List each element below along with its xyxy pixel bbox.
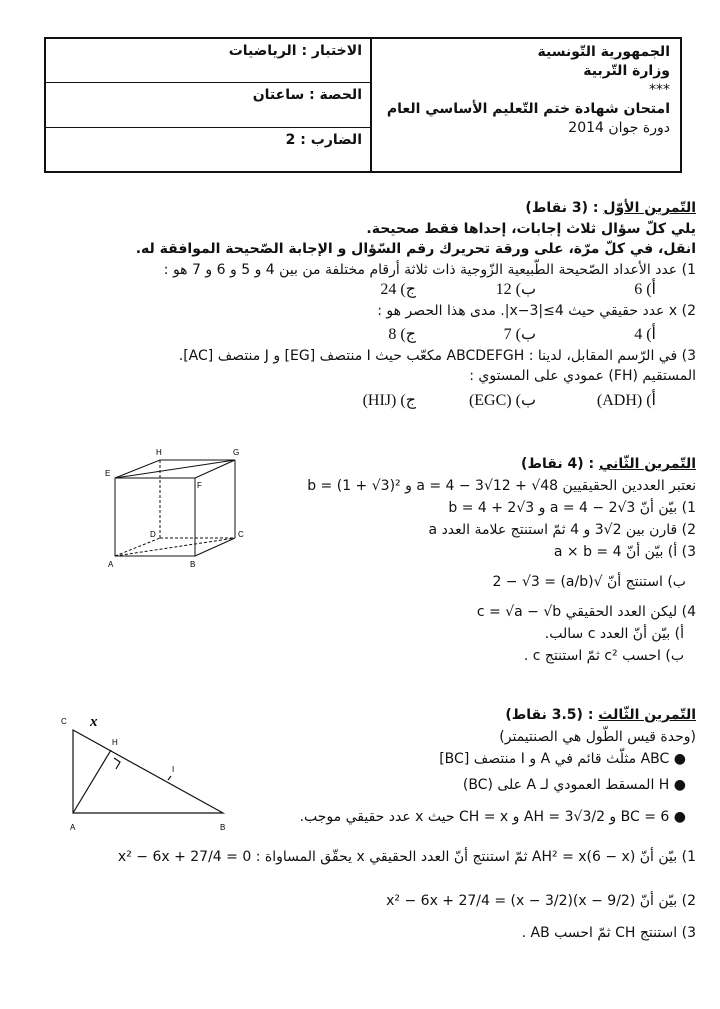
institution	[372, 39, 680, 171]
bullet: ● H المسقط العمودي لـ A على (BC)	[462, 777, 686, 793]
ex3-bullet-3: BC = 6 و AH = 3√3/2 و CH = x حيث x عدد حقيقي موجب.	[299, 809, 670, 825]
label-I: I	[172, 765, 175, 774]
choice: ج) 24	[380, 281, 416, 298]
ex2-q3b: ب) استنتج أنّ √(a/b) = 2 − √3	[492, 574, 686, 590]
ex2-q1: 1) بيّن أنّ a = 4 − 2√3 و b = 4 + 2√3	[448, 500, 696, 516]
ex2-q3a: 3) أ) بيّن أنّ a × b = 4	[553, 544, 696, 560]
ex1-points: : (3 نقاط)	[525, 200, 599, 216]
ex1-q3-choices	[16, 391, 696, 412]
ex3-bullet-1: ABC مثلّث قائم في A و I منتصف [BC]	[439, 751, 670, 767]
subject: الاختبار : الرياضيات	[46, 39, 370, 83]
exam-header	[44, 37, 682, 173]
duration: الحصة : ساعتان	[46, 83, 370, 127]
ex1-title: التّمرين الأوّل	[603, 200, 696, 216]
choice: ب) 12	[495, 281, 536, 298]
ex1-q3: 3) في الرّسم المقابل، لدينا : ABCDEFGH مكعّب حيث I منتصف [EG] و J منتصف [AC].	[178, 347, 696, 364]
choice: أ) 4	[634, 326, 656, 343]
exam-name: امتحان شهادة ختم التّعليم الأساسي العام	[386, 101, 670, 117]
ex1-intro: يلي كلّ سؤال ثلاث إجابات، إحداها فقط صحيحة.	[366, 220, 696, 237]
republic: الجمهورية التّونسية	[537, 44, 670, 60]
ex1-q1: 1) عدد الأعداد الصّحيحة الطّبيعية الزّوجية ذات ثلاثة أرقام مختلفة من بين 4 و 5 و 6 و 7 هو :	[163, 261, 696, 278]
ex3-q2: 2) بيّن أنّ x² − 6x + 27/4 = (x − 3/2)(x − 9/2)	[386, 893, 696, 909]
coefficient: الضارب : 2	[285, 131, 362, 148]
ex3-q1: 1) بيّن أنّ AH² = x(6 − x) ثمّ استنتج أنّ العدد الحقيقي x يحقّق المساواة : x² − 6x + 27/4 = 0	[117, 849, 696, 865]
bullet: ● ABC مثلّث قائم في A و I منتصف [BC]	[439, 751, 686, 767]
ex1-q2-choices	[16, 325, 696, 346]
label-A: A	[108, 560, 114, 569]
ex3-q3: 3) استنتج CH ثمّ احسب AB .	[521, 925, 696, 941]
label-E: E	[105, 469, 111, 478]
label-A: A	[70, 823, 76, 832]
ex3-unit: (وحدة قيس الطّول هي الصنتيمتر)	[499, 729, 696, 745]
ex2-points: : (4 نقاط)	[521, 456, 595, 472]
exercise-2	[296, 453, 696, 667]
ex1-q3b: المستقيم (FH) عمودي على المستوي :	[469, 368, 696, 384]
session: دورة جوان 2014	[568, 120, 670, 136]
choice: ب) 7	[503, 326, 536, 343]
choice: ب) (EGC)	[468, 391, 536, 409]
cube-figure	[100, 445, 250, 570]
ex2-line: نعتبر العددين الحقيقيين a = 4 − 3√12 + √48 و b = (1 + √3)²	[307, 478, 696, 494]
label-B: B	[220, 823, 226, 832]
ex1-intro2: انقل، في كلّ مرّة، على ورقة تحريرك رقم السّؤال و الإجابة الصّحيحة الموافقة له.	[135, 241, 696, 257]
label-B: B	[190, 560, 196, 569]
triangle-figure	[60, 710, 240, 832]
choice: ج) (HIJ)	[362, 391, 416, 409]
ex2-title: التّمرين الثّاني	[598, 456, 696, 472]
ex2-q4b: ب) احسب c² ثمّ استنتج c .	[523, 648, 684, 664]
ministry: وزارة التّربية	[583, 63, 670, 79]
choice: أ) 6	[634, 281, 656, 298]
label-x: x	[90, 714, 98, 730]
label-H: H	[156, 448, 162, 457]
label-G: G	[233, 448, 240, 457]
label-D: D	[150, 530, 156, 539]
label-C: C	[61, 717, 67, 726]
ex2-q2: 2) قارن بين 2√3 و 4 ثمّ استنتج علامة العدد a	[428, 522, 696, 538]
ex3-title: التّمرين الثّالث	[598, 707, 696, 723]
choice: أ) (ADH)	[596, 391, 656, 409]
label-C: C	[238, 530, 244, 539]
ex3-points: : (3.5 نقاط)	[505, 707, 594, 723]
ex3-bullet-2: H المسقط العمودي لـ A على (BC)	[462, 777, 670, 793]
label-H: H	[112, 738, 118, 747]
exam-info	[46, 39, 372, 171]
ex2-q4a: أ) بيّن أنّ العدد c سالب.	[544, 626, 684, 642]
stars: ***	[649, 82, 670, 98]
ex2-q4: 4) ليكن العدد الحقيقي c = √a − √b	[476, 604, 696, 620]
ex1-q2: 2) x عدد حقيقي حيث 4≥|x−3|. مدى هذا الحصر هو :	[377, 302, 696, 319]
ex1-q1-choices	[16, 280, 696, 301]
choice: ج) 8	[388, 326, 416, 343]
bullet: ● BC = 6 و AH = 3√3/2 و CH = x حيث x عدد حقيقي موجب.	[299, 809, 686, 825]
label-F: F	[197, 481, 202, 490]
exercise-1	[16, 198, 696, 411]
